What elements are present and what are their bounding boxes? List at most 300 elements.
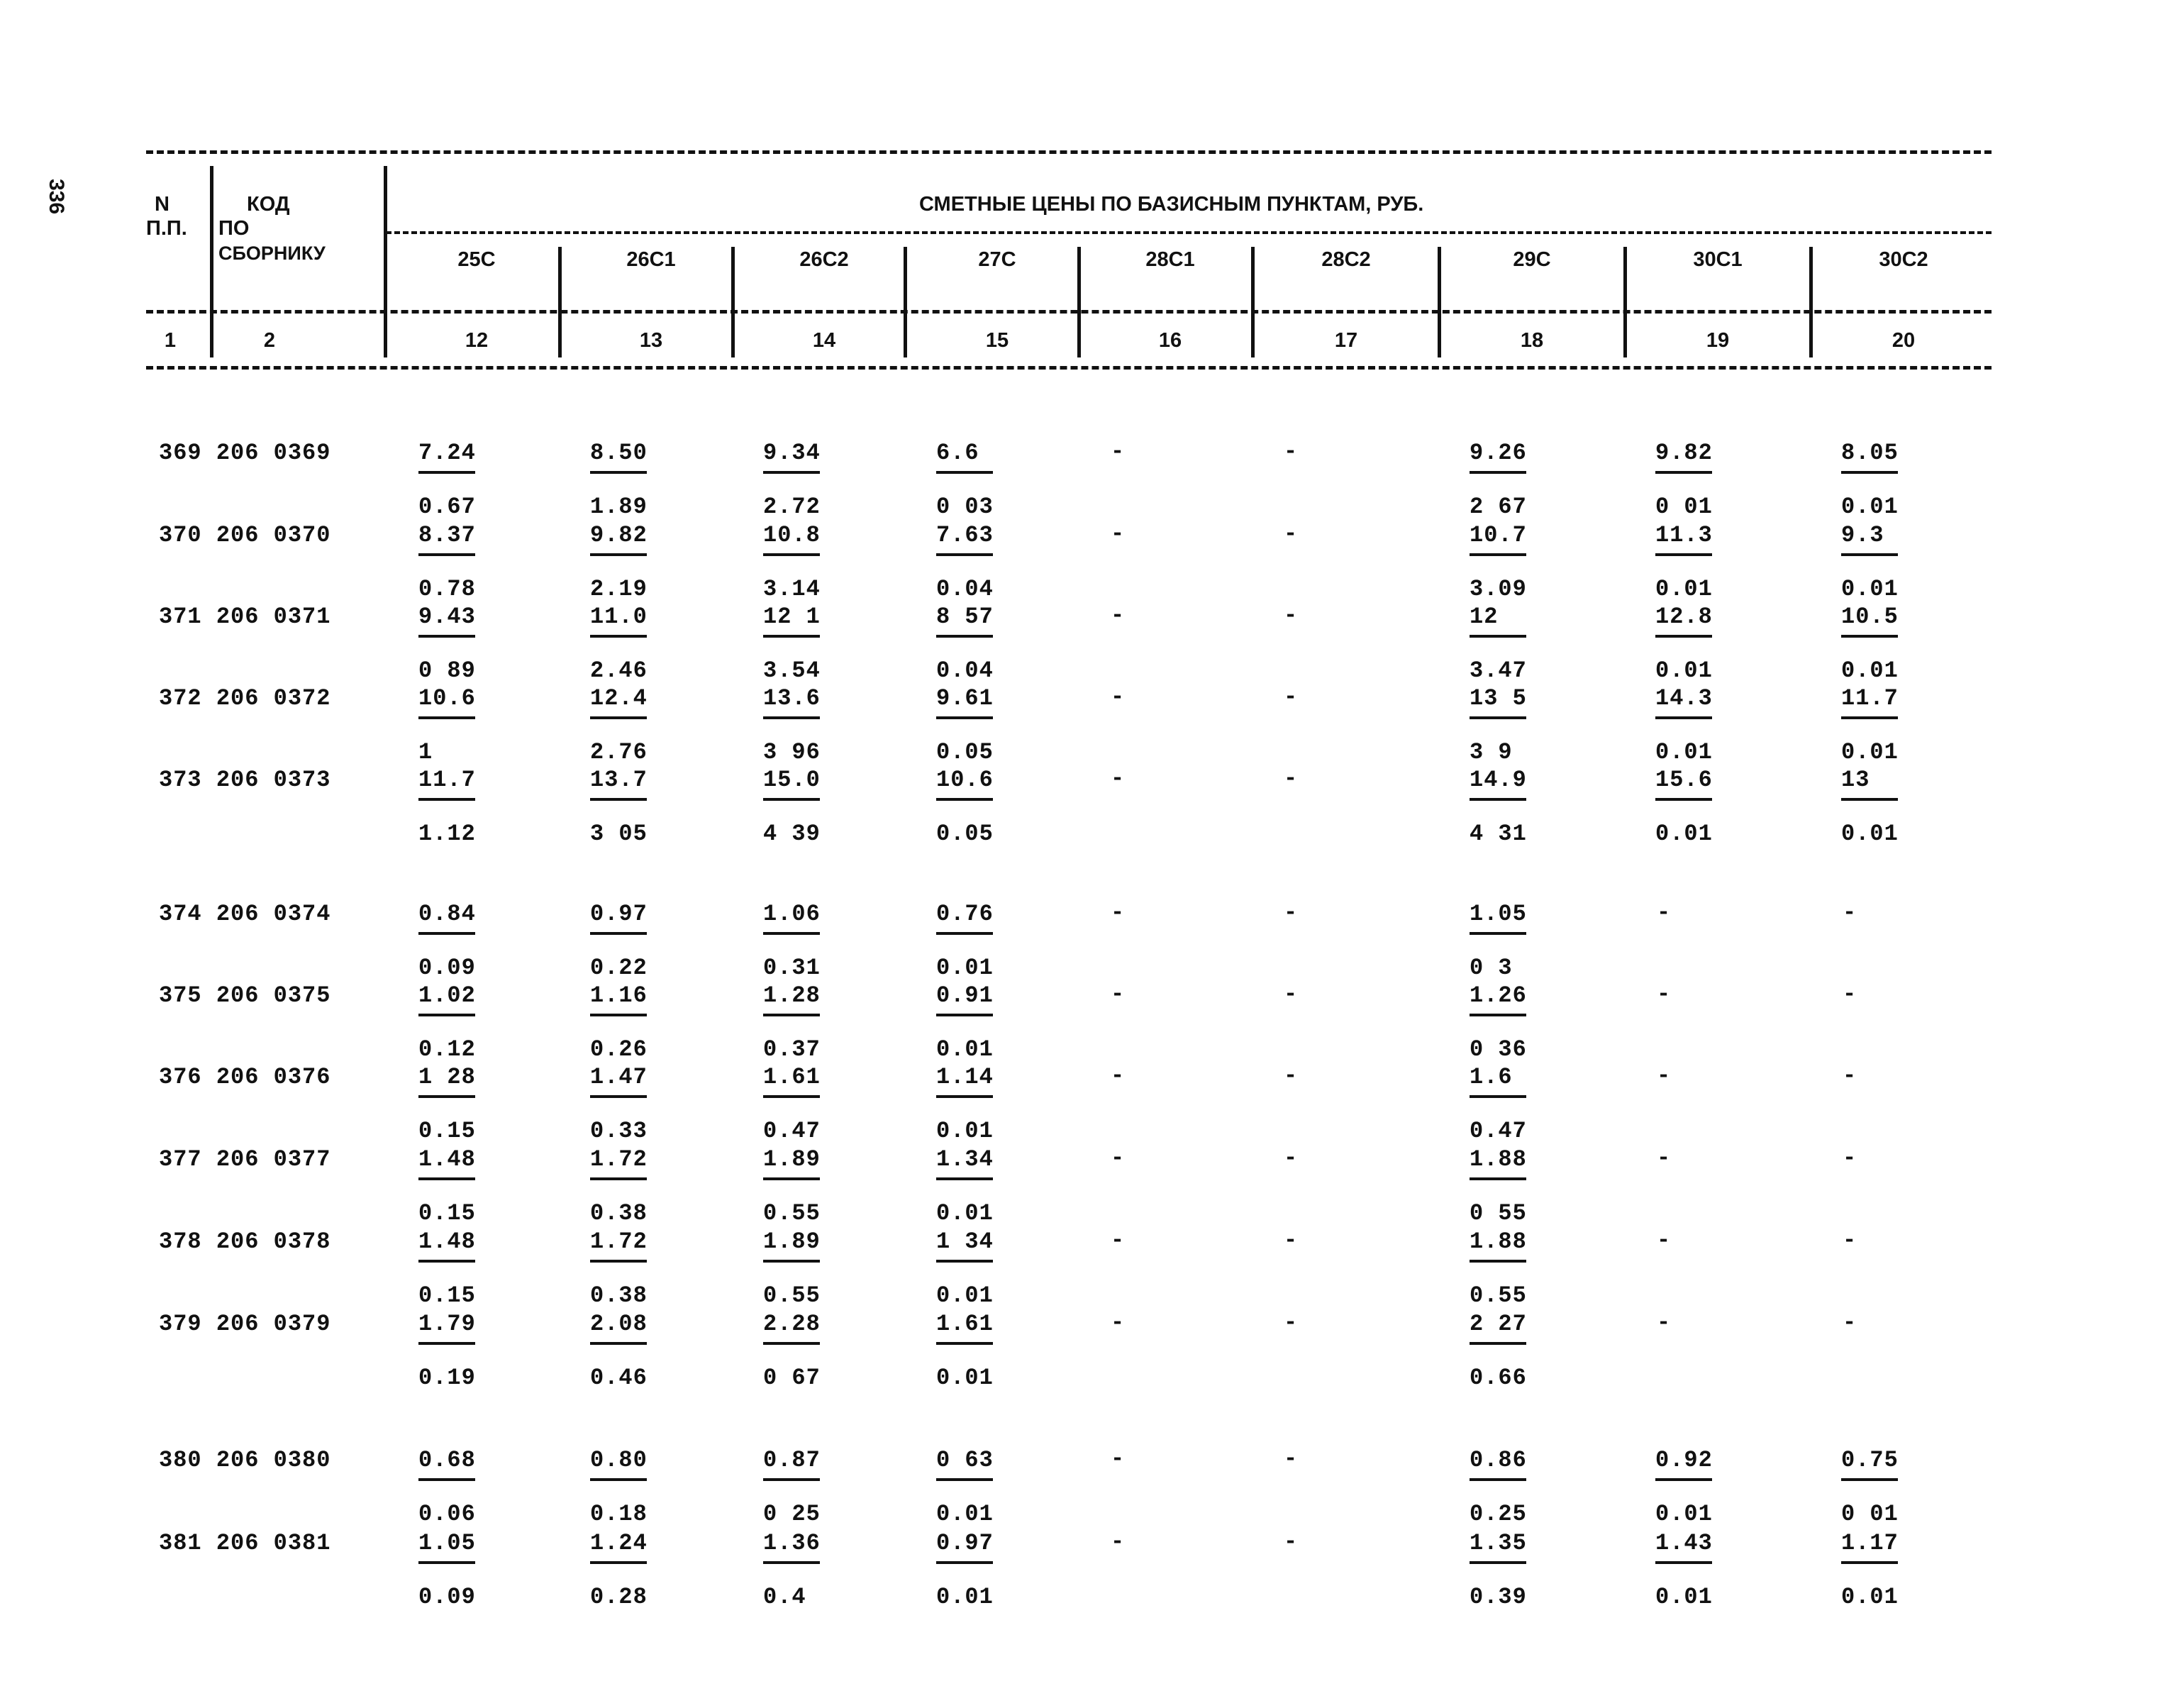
price-value: 10.6 — [418, 685, 476, 711]
price-value: 1.61 — [936, 1311, 994, 1337]
row-id: 379 206 0379 — [159, 1311, 331, 1337]
fraction-bar — [418, 798, 475, 801]
transport-value: 0 55 — [1470, 1200, 1527, 1226]
fraction-bar — [763, 716, 820, 719]
price-value: 1.72 — [590, 1229, 648, 1255]
header-divider-4 — [731, 247, 735, 357]
header-col-number-sub: П.П. — [146, 217, 187, 240]
fraction-bar — [590, 1478, 647, 1481]
header-divider-9 — [1623, 247, 1627, 357]
transport-value: 0.55 — [763, 1282, 821, 1309]
header-price-col-5: 28С1 — [1145, 248, 1195, 271]
fraction-bar — [1470, 1342, 1526, 1345]
price-value: 1.48 — [418, 1229, 476, 1255]
price-value: 13.6 — [763, 685, 821, 711]
fraction-bar — [763, 1014, 820, 1016]
price-value: 1.43 — [1655, 1530, 1713, 1556]
transport-value: 0.22 — [590, 955, 648, 981]
header-index-10: 19 — [1706, 329, 1730, 352]
fraction-bar — [590, 1095, 647, 1098]
fraction-bar — [590, 471, 647, 474]
transport-value: 0.01 — [1655, 821, 1713, 847]
fraction-bar — [1470, 1561, 1526, 1564]
price-value: 9.34 — [763, 440, 821, 466]
fraction-bar — [418, 932, 475, 935]
transport-value: 3 05 — [590, 821, 648, 847]
header-price-col-4: 27С — [978, 248, 1016, 271]
price-value: 0.80 — [590, 1447, 648, 1473]
header-mid-rule — [146, 310, 1992, 314]
price-value: 0 63 — [936, 1447, 994, 1473]
transport-value: 0.47 — [1470, 1118, 1527, 1144]
transport-value: 0.05 — [936, 821, 994, 847]
fraction-bar — [763, 1177, 820, 1180]
fraction-bar — [936, 1177, 993, 1180]
fraction-bar — [1470, 716, 1526, 719]
dash-cell: - — [1284, 1529, 1298, 1555]
transport-value: 0.01 — [1655, 576, 1713, 602]
price-value: 1.88 — [1470, 1229, 1527, 1255]
dash-cell: - — [1843, 899, 1857, 926]
price-value: 0.84 — [418, 901, 476, 927]
fraction-bar — [418, 1260, 475, 1263]
price-value: 12 1 — [763, 604, 821, 630]
fraction-bar — [763, 1561, 820, 1564]
price-value: 10.7 — [1470, 522, 1527, 548]
fraction-bar — [1655, 1478, 1712, 1481]
transport-value: 0.01 — [1655, 739, 1713, 765]
price-value: 9.82 — [590, 522, 648, 548]
transport-value: 0.67 — [418, 494, 476, 520]
dash-cell: - — [1111, 438, 1125, 465]
transport-value: 1.89 — [590, 494, 648, 520]
fraction-bar — [1655, 798, 1712, 801]
transport-value: 0 03 — [936, 494, 994, 520]
fraction-bar — [1841, 1561, 1898, 1564]
fraction-bar — [763, 932, 820, 935]
header-index-6: 15 — [985, 329, 1009, 352]
transport-value: 0 01 — [1655, 494, 1713, 520]
dash-cell: - — [1111, 899, 1125, 926]
fraction-bar — [763, 1260, 820, 1263]
row-id: 381 206 0381 — [159, 1530, 331, 1556]
header-bottom-rule — [146, 366, 1992, 370]
fraction-bar — [1470, 1095, 1526, 1098]
header-price-col-6: 28С2 — [1321, 248, 1371, 271]
header-index-8: 17 — [1334, 329, 1358, 352]
row-id: 380 206 0380 — [159, 1447, 331, 1473]
fraction-bar — [763, 471, 820, 474]
page-number: 336 — [45, 179, 68, 215]
header-divider-10 — [1809, 247, 1813, 357]
fraction-bar — [590, 716, 647, 719]
dash-cell: - — [1284, 521, 1298, 547]
price-value: 8.50 — [590, 440, 648, 466]
transport-value: 0.4 — [763, 1584, 806, 1610]
transport-value: 0.47 — [763, 1118, 821, 1144]
price-value: 9.3 — [1841, 522, 1884, 548]
dash-cell: - — [1843, 1145, 1857, 1171]
fraction-bar — [418, 1177, 475, 1180]
transport-value: 0.15 — [418, 1282, 476, 1309]
dash-cell: - — [1843, 1309, 1857, 1336]
dash-cell: - — [1657, 1309, 1671, 1336]
price-value: 0.87 — [763, 1447, 821, 1473]
fraction-bar — [1841, 635, 1898, 638]
price-value: 15.6 — [1655, 767, 1713, 793]
dash-cell: - — [1657, 1063, 1671, 1089]
price-value: 1.16 — [590, 982, 648, 1009]
fraction-bar — [1655, 1561, 1712, 1564]
dash-cell: - — [1111, 1309, 1125, 1336]
transport-value: 0.78 — [418, 576, 476, 602]
dash-cell: - — [1111, 1145, 1125, 1171]
row-id: 371 206 0371 — [159, 604, 331, 630]
fraction-bar — [936, 471, 993, 474]
price-value: 1.88 — [1470, 1146, 1527, 1172]
transport-value: 0.55 — [1470, 1282, 1527, 1309]
price-value: 1.48 — [418, 1146, 476, 1172]
fraction-bar — [1470, 1014, 1526, 1016]
dash-cell: - — [1111, 1063, 1125, 1089]
price-value: 14.9 — [1470, 767, 1527, 793]
price-value: 11.7 — [1841, 685, 1899, 711]
transport-value: 0.01 — [936, 955, 994, 981]
header-divider-2 — [384, 166, 387, 357]
fraction-bar — [1470, 1177, 1526, 1180]
price-value: 11.0 — [590, 604, 648, 630]
dash-cell: - — [1111, 684, 1125, 710]
header-index-3: 12 — [465, 329, 489, 352]
dash-cell: - — [1657, 1227, 1671, 1253]
dash-cell: - — [1284, 1309, 1298, 1336]
dash-cell: - — [1657, 1145, 1671, 1171]
fraction-bar — [590, 1177, 647, 1180]
transport-value: 0.01 — [1841, 821, 1899, 847]
dash-cell: - — [1111, 1529, 1125, 1555]
fraction-bar — [418, 635, 475, 638]
fraction-bar — [936, 716, 993, 719]
transport-value: 0 3 — [1470, 955, 1513, 981]
price-value: 0.86 — [1470, 1447, 1527, 1473]
fraction-bar — [1470, 1260, 1526, 1263]
price-value: 1.02 — [418, 982, 476, 1009]
fraction-bar — [763, 1342, 820, 1345]
transport-value: 0.37 — [763, 1036, 821, 1063]
transport-value: 0 67 — [763, 1365, 821, 1391]
header-index-1: 1 — [164, 329, 177, 352]
transport-value: 0.01 — [936, 1036, 994, 1063]
fraction-bar — [1841, 553, 1898, 556]
dash-cell: - — [1111, 602, 1125, 628]
fraction-bar — [418, 716, 475, 719]
price-value: 1.05 — [1470, 901, 1527, 927]
transport-value: 0.09 — [418, 1584, 476, 1610]
transport-value: 3.09 — [1470, 576, 1527, 602]
dash-cell: - — [1284, 602, 1298, 628]
fraction-bar — [1655, 716, 1712, 719]
dash-cell: - — [1111, 981, 1125, 1007]
fraction-bar — [590, 1260, 647, 1263]
header-group-title: СМЕТНЫЕ ЦЕНЫ ПО БАЗИСНЫМ ПУНКТАМ, РУБ. — [919, 193, 1424, 216]
fraction-bar — [418, 1095, 475, 1098]
transport-value: 0.55 — [763, 1200, 821, 1226]
fraction-bar — [936, 932, 993, 935]
transport-value: 1.12 — [418, 821, 476, 847]
transport-value: 3 9 — [1470, 739, 1513, 765]
fraction-bar — [590, 1561, 647, 1564]
header-divider-8 — [1438, 247, 1441, 357]
dash-cell: - — [1657, 899, 1671, 926]
price-value: 1 28 — [418, 1064, 476, 1090]
header-col-code: КОД — [247, 193, 290, 216]
fraction-bar — [936, 553, 993, 556]
price-value: 10.8 — [763, 522, 821, 548]
price-value: 2.08 — [590, 1311, 648, 1337]
transport-value: 0.46 — [590, 1365, 648, 1391]
price-value: 11.7 — [418, 767, 476, 793]
transport-value: 2.76 — [590, 739, 648, 765]
transport-value: 4 31 — [1470, 821, 1527, 847]
header-divider-5 — [904, 247, 907, 357]
price-value: 9.82 — [1655, 440, 1713, 466]
price-value: 2.28 — [763, 1311, 821, 1337]
transport-value: 3.47 — [1470, 658, 1527, 684]
transport-value: 0.31 — [763, 955, 821, 981]
dash-cell: - — [1284, 1063, 1298, 1089]
fraction-bar — [763, 798, 820, 801]
transport-value: 0.04 — [936, 658, 994, 684]
transport-value: 0.12 — [418, 1036, 476, 1063]
fraction-bar — [418, 1014, 475, 1016]
transport-value: 0 25 — [763, 1501, 821, 1527]
price-value: 0.75 — [1841, 1447, 1899, 1473]
price-value: 1.89 — [763, 1229, 821, 1255]
fraction-bar — [418, 1478, 475, 1481]
transport-value: 0.15 — [418, 1200, 476, 1226]
price-value: 1.79 — [418, 1311, 476, 1337]
dash-cell: - — [1843, 1227, 1857, 1253]
fraction-bar — [418, 1561, 475, 1564]
row-id: 376 206 0376 — [159, 1064, 331, 1090]
transport-value: 2.72 — [763, 494, 821, 520]
price-value: 1 34 — [936, 1229, 994, 1255]
transport-value: 2.19 — [590, 576, 648, 602]
price-value: 1.28 — [763, 982, 821, 1009]
fraction-bar — [1655, 553, 1712, 556]
price-value: 9.26 — [1470, 440, 1527, 466]
price-value: 13.7 — [590, 767, 648, 793]
header-col-code-sub2: СБОРНИКУ — [218, 243, 326, 264]
transport-value: 0.33 — [590, 1118, 648, 1144]
dash-cell: - — [1111, 1446, 1125, 1472]
header-divider-1 — [210, 166, 213, 357]
dash-cell: - — [1111, 765, 1125, 792]
fraction-bar — [936, 635, 993, 638]
transport-value: 0 36 — [1470, 1036, 1527, 1063]
dash-cell: - — [1284, 438, 1298, 465]
price-value: 2 27 — [1470, 1311, 1527, 1337]
header-price-col-3: 26С2 — [799, 248, 849, 271]
fraction-bar — [1470, 635, 1526, 638]
transport-value: 0.01 — [1655, 1584, 1713, 1610]
dash-cell: - — [1284, 1227, 1298, 1253]
transport-value: 0 01 — [1841, 1501, 1899, 1527]
fraction-bar — [1841, 716, 1898, 719]
fraction-bar — [1470, 1478, 1526, 1481]
price-value: 9.61 — [936, 685, 994, 711]
price-value: 1.35 — [1470, 1530, 1527, 1556]
transport-value: 0.01 — [936, 1365, 994, 1391]
transport-value: 0.66 — [1470, 1365, 1527, 1391]
row-id: 369 206 0369 — [159, 440, 331, 466]
price-value: 12.4 — [590, 685, 648, 711]
header-divider-3 — [558, 247, 562, 357]
price-value: 1.61 — [763, 1064, 821, 1090]
dash-cell: - — [1843, 981, 1857, 1007]
fraction-bar — [936, 1342, 993, 1345]
fraction-bar — [1470, 471, 1526, 474]
transport-value: 0.01 — [936, 1282, 994, 1309]
price-value: 15.0 — [763, 767, 821, 793]
price-value: 1.14 — [936, 1064, 994, 1090]
dash-cell: - — [1284, 1145, 1298, 1171]
fraction-bar — [418, 1342, 475, 1345]
price-value: 1.89 — [763, 1146, 821, 1172]
fraction-bar — [936, 1095, 993, 1098]
price-value: 0.68 — [418, 1447, 476, 1473]
price-value: 1.05 — [418, 1530, 476, 1556]
transport-value: 0.25 — [1470, 1501, 1527, 1527]
price-value: 0.91 — [936, 982, 994, 1009]
header-divider-7 — [1251, 247, 1255, 357]
transport-value: 1 — [418, 739, 433, 765]
transport-value: 0.01 — [936, 1584, 994, 1610]
row-id: 378 206 0378 — [159, 1229, 331, 1255]
transport-value: 2 67 — [1470, 494, 1527, 520]
header-top-rule — [146, 150, 1992, 154]
price-value: 13 — [1841, 767, 1870, 793]
header-col-code-sub: ПО — [218, 217, 250, 240]
header-price-col-7: 29С — [1513, 248, 1551, 271]
transport-value: 3.54 — [763, 658, 821, 684]
transport-value: 0.15 — [418, 1118, 476, 1144]
dash-cell: - — [1657, 981, 1671, 1007]
fraction-bar — [1655, 635, 1712, 638]
price-value: 11.3 — [1655, 522, 1713, 548]
price-value: 8 57 — [936, 604, 994, 630]
price-value: 1.24 — [590, 1530, 648, 1556]
transport-value: 4 39 — [763, 821, 821, 847]
row-id: 373 206 0373 — [159, 767, 331, 793]
header-price-col-2: 26С1 — [626, 248, 676, 271]
transport-value: 0.01 — [1841, 739, 1899, 765]
transport-value: 0.05 — [936, 739, 994, 765]
dash-cell: - — [1843, 1063, 1857, 1089]
fraction-bar — [936, 1260, 993, 1263]
transport-value: 0.01 — [1655, 1501, 1713, 1527]
price-value: 1.34 — [936, 1146, 994, 1172]
price-value: 7.63 — [936, 522, 994, 548]
fraction-bar — [936, 1478, 993, 1481]
header-index-2: 2 — [263, 329, 276, 352]
fraction-bar — [590, 1342, 647, 1345]
header-index-4: 13 — [639, 329, 663, 352]
transport-value: 0.28 — [590, 1584, 648, 1610]
fraction-bar — [763, 553, 820, 556]
dash-cell: - — [1111, 1227, 1125, 1253]
fraction-bar — [590, 798, 647, 801]
row-id: 375 206 0375 — [159, 982, 331, 1009]
header-index-9: 18 — [1520, 329, 1544, 352]
row-id: 374 206 0374 — [159, 901, 331, 927]
fraction-bar — [1470, 932, 1526, 935]
row-id: 370 206 0370 — [159, 522, 331, 548]
dash-cell: - — [1284, 981, 1298, 1007]
transport-value: 0.01 — [1841, 658, 1899, 684]
transport-value: 3 96 — [763, 739, 821, 765]
dash-cell: - — [1284, 1446, 1298, 1472]
fraction-bar — [1841, 471, 1898, 474]
transport-value: 0.01 — [936, 1501, 994, 1527]
fraction-bar — [936, 798, 993, 801]
fraction-bar — [1841, 1478, 1898, 1481]
transport-value: 0.01 — [936, 1200, 994, 1226]
fraction-bar — [418, 471, 475, 474]
fraction-bar — [418, 553, 475, 556]
fraction-bar — [1470, 798, 1526, 801]
header-price-col-1: 25С — [457, 248, 496, 271]
price-value: 12 — [1470, 604, 1499, 630]
price-value: 1.36 — [763, 1530, 821, 1556]
price-value: 0.97 — [936, 1530, 994, 1556]
price-value: 1.47 — [590, 1064, 648, 1090]
row-id: 377 206 0377 — [159, 1146, 331, 1172]
fraction-bar — [936, 1561, 993, 1564]
transport-value: 0.38 — [590, 1200, 648, 1226]
transport-value: 0.01 — [1655, 658, 1713, 684]
price-value: 1.17 — [1841, 1530, 1899, 1556]
price-value: 0.97 — [590, 901, 648, 927]
transport-value: 0.19 — [418, 1365, 476, 1391]
transport-value: 2.46 — [590, 658, 648, 684]
header-group-rule — [386, 231, 1992, 234]
fraction-bar — [590, 553, 647, 556]
transport-value: 0.09 — [418, 955, 476, 981]
header-price-col-8: 30С1 — [1693, 248, 1743, 271]
header-col-number: N — [155, 193, 170, 216]
transport-value: 0.18 — [590, 1501, 648, 1527]
row-id: 372 206 0372 — [159, 685, 331, 711]
price-value: 0.92 — [1655, 1447, 1713, 1473]
transport-value: 3.14 — [763, 576, 821, 602]
price-value: 1.06 — [763, 901, 821, 927]
transport-value: 0.04 — [936, 576, 994, 602]
transport-value: 0 89 — [418, 658, 476, 684]
fraction-bar — [1841, 798, 1898, 801]
transport-value: 0.06 — [418, 1501, 476, 1527]
dash-cell: - — [1284, 765, 1298, 792]
price-value: 6.6 — [936, 440, 979, 466]
transport-value: 0.26 — [590, 1036, 648, 1063]
dash-cell: - — [1284, 684, 1298, 710]
fraction-bar — [763, 1095, 820, 1098]
price-value: 8.05 — [1841, 440, 1899, 466]
price-value: 9.43 — [418, 604, 476, 630]
price-value: 1.6 — [1470, 1064, 1513, 1090]
transport-value: 0.01 — [1841, 494, 1899, 520]
fraction-bar — [763, 635, 820, 638]
